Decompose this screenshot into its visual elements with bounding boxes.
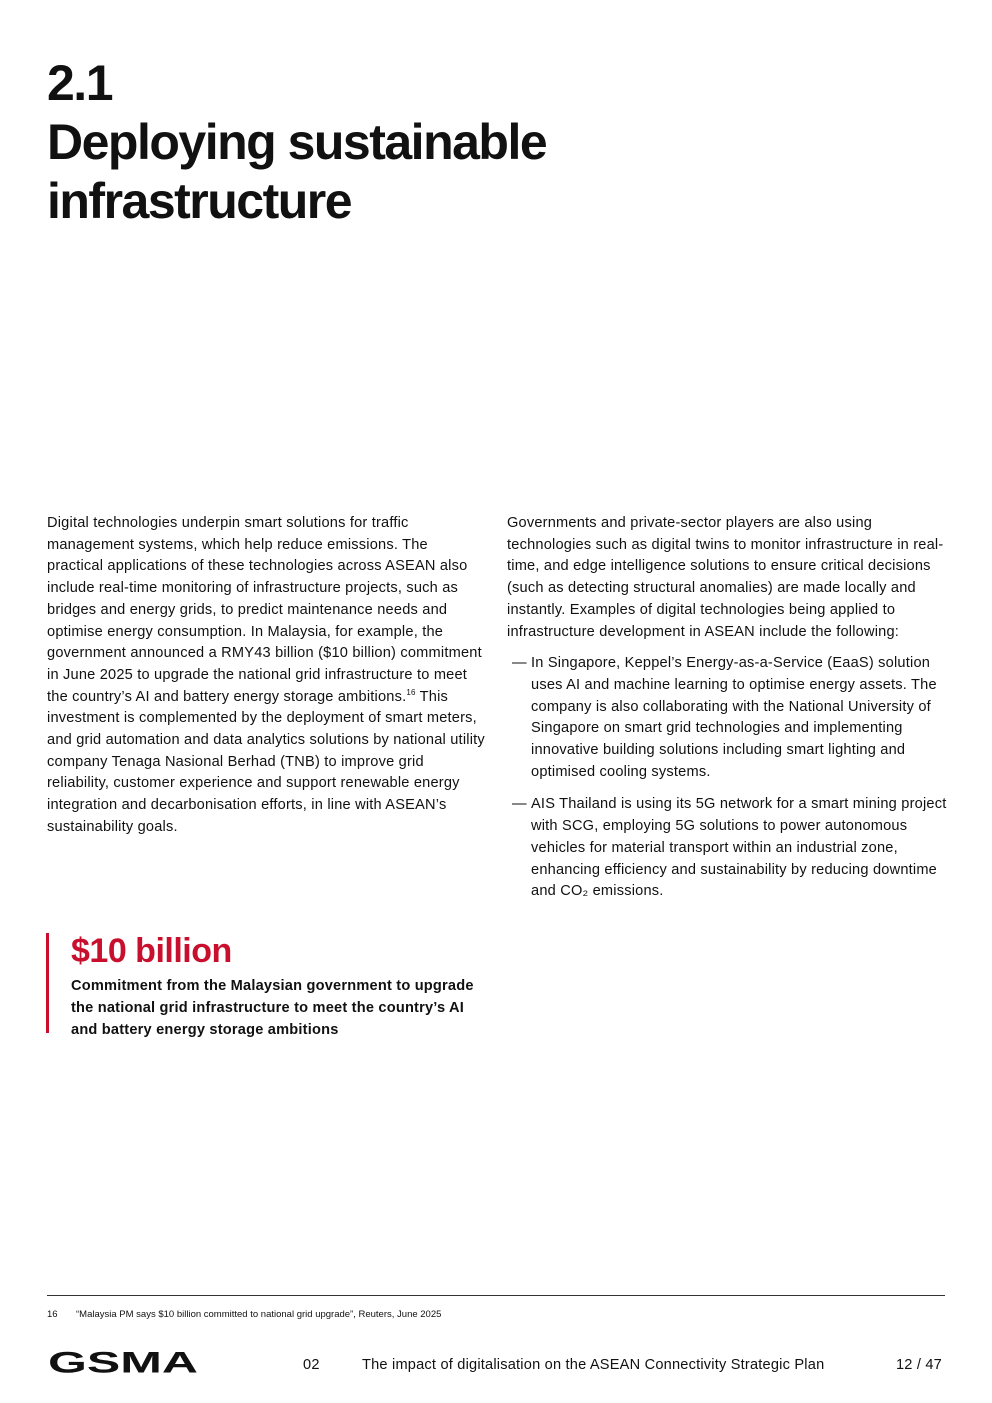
dash-bullet-icon: —	[512, 796, 527, 813]
title-line-2: infrastructure	[47, 173, 352, 229]
footnote-divider	[47, 1295, 945, 1296]
callout-description: Commitment from the Malaysian government to upgrade the national grid infrastructure to meet the country’s AI and battery energy storage ambitions	[71, 978, 474, 1038]
footnote-text: “Malaysia PM says $10 billion committed to national grid upgrade”, Reuters, June 2025	[76, 1309, 442, 1320]
dash-bullet-icon: —	[512, 655, 527, 672]
right-column	[507, 513, 947, 914]
list-item	[507, 653, 947, 783]
highlight-callout	[46, 932, 486, 1038]
document-title: The impact of digitalisation on the ASEAN Connectivity Strategic Plan	[362, 1357, 825, 1373]
page-title	[47, 113, 747, 231]
callout-figure: $10 billion	[71, 932, 232, 970]
intro-paragraph: Governments and private-sector players are also using technologies such as digital twins to monitor infrastructure in real-time, and edge intelligence solutions to ensure critical decisions (such as detecting structural anomalies) are made locally and instantly. Examples of digital technologies being applied to infrastructure development in ASEAN include the following:	[507, 515, 944, 640]
bullet-list	[507, 653, 947, 903]
list-item-text: In Singapore, Keppel’s Energy-as-a-Service (EaaS) solution uses AI and machine learning to optimise energy assets. The company is also collaborating with the National University of Singapore on smart grid technologies and implementing innovative building solutions including smart lighting and optimised cooling systems.	[531, 655, 937, 780]
list-item	[507, 794, 947, 903]
paragraph-text-part-2: This investment is complemented by the deployment of smart meters, and grid automation and data analytics solutions by national utility company Tenaga Nasional Berhad (TNB) to improve grid reliability, customer experience and support renewable energy integration and decarbonisation efforts, in line with ASEAN’s sustainability goals.	[47, 688, 485, 835]
page-indicator: 12 / 47	[895, 1357, 942, 1373]
gsma-logo-icon	[47, 1350, 199, 1375]
footnote-number: 16	[47, 1309, 58, 1320]
left-column	[47, 513, 487, 839]
paragraph-text-part-1: Digital technologies underpin smart solutions for traffic management systems, which help reduce emissions. The practical applications of these technologies across ASEAN also include real-time monitoring of infrastructure projects, such as bridges and energy grids, to predict maintenance needs and optimise energy consumption. In Malaysia, for example, the government announced a RMY43 billion ($10 billion) commitment in June 2025 to upgrade the national grid infrastructure to meet the country’s AI and battery energy storage ambitions.	[47, 515, 482, 705]
body-paragraph	[47, 513, 487, 839]
section-number: 2.1	[47, 55, 113, 111]
footnote	[47, 1309, 441, 1321]
title-line-1: Deploying sustainable	[47, 114, 547, 170]
gsma-logo	[47, 1350, 199, 1380]
footnote-reference[interactable]: 16	[406, 687, 416, 697]
logo-text: GSMA	[48, 1350, 198, 1375]
list-item-text: AIS Thailand is using its 5G network for a smart mining project with SCG, employing 5G solutions to power autonomous vehicles for material transport within an industrial zone, enhancing efficiency and sustainability by reducing downtime and CO₂ emissions.	[531, 796, 947, 900]
chapter-number: 02	[303, 1357, 320, 1373]
